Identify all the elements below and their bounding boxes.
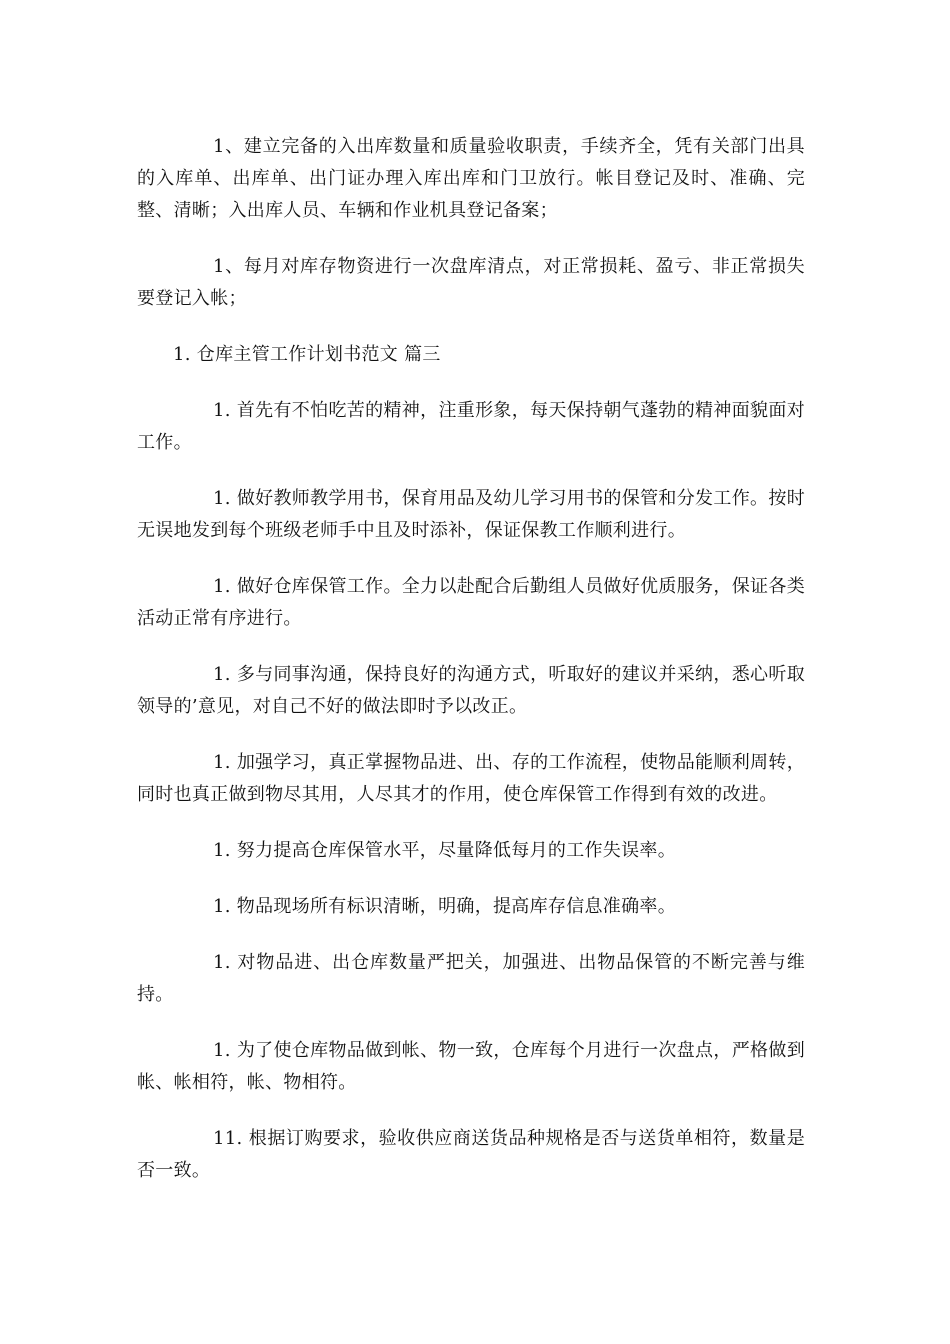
- paragraph-7: 1. 加强学习，真正掌握物品进、出、存的工作流程，使物品能顺利周转，同时也真正做到物尽其用，人尽其才的作用，使仓库保管工作得到有效的改进。: [137, 752, 805, 805]
- paragraph-5: 1. 做好仓库保管工作。全力以赴配合后勤组人员做好优质服务，保证各类活动正常有序进行。: [137, 576, 805, 629]
- document-body: [137, 131, 805, 1187]
- section-heading: 1. 仓库主管工作计划书范文 篇三: [173, 344, 441, 365]
- paragraph-1: 1、建立完备的入出库数量和质量验收职责，手续齐全，凭有关部门出具的入库单、出库单、出门证办理入库出库和门卫放行。帐目登记及时、准确、完整、清晰；入出库人员、车辆和作业机具登记备案；: [137, 136, 805, 221]
- paragraph-12: 11. 根据订购要求，验收供应商送货品种规格是否与送货单相符，数量是否一致。: [137, 1128, 805, 1181]
- paragraph-3: 1. 首先有不怕吃苦的精神，注重形象，每天保持朝气蓬勃的精神面貌面对工作。: [137, 400, 805, 453]
- paragraph-8: 1. 努力提高仓库保管水平，尽量降低每月的工作失误率。: [213, 840, 676, 861]
- paragraph-9: 1. 物品现场所有标识清晰，明确，提高库存信息准确率。: [213, 896, 676, 917]
- paragraph-2: 1、每月对库存物资进行一次盘库清点，对正常损耗、盈亏、非正常损失要登记入帐；: [137, 256, 805, 309]
- paragraph-4: 1. 做好教师教学用书，保育用品及幼儿学习用书的保管和分发工作。按时无误地发到每个班级老师手中且及时添补，保证保教工作顺利进行。: [137, 488, 805, 541]
- paragraph-6: 1. 多与同事沟通，保持良好的沟通方式，听取好的建议并采纳，悉心听取领导的’意见，对自己不好的做法即时予以改正。: [137, 664, 805, 717]
- paragraph-11: 1. 为了使仓库物品做到帐、物一致，仓库每个月进行一次盘点，严格做到帐、帐相符，帐、物相符。: [137, 1040, 805, 1093]
- paragraph-10: 1. 对物品进、出仓库数量严把关，加强进、出物品保管的不断完善与维持。: [137, 952, 805, 1005]
